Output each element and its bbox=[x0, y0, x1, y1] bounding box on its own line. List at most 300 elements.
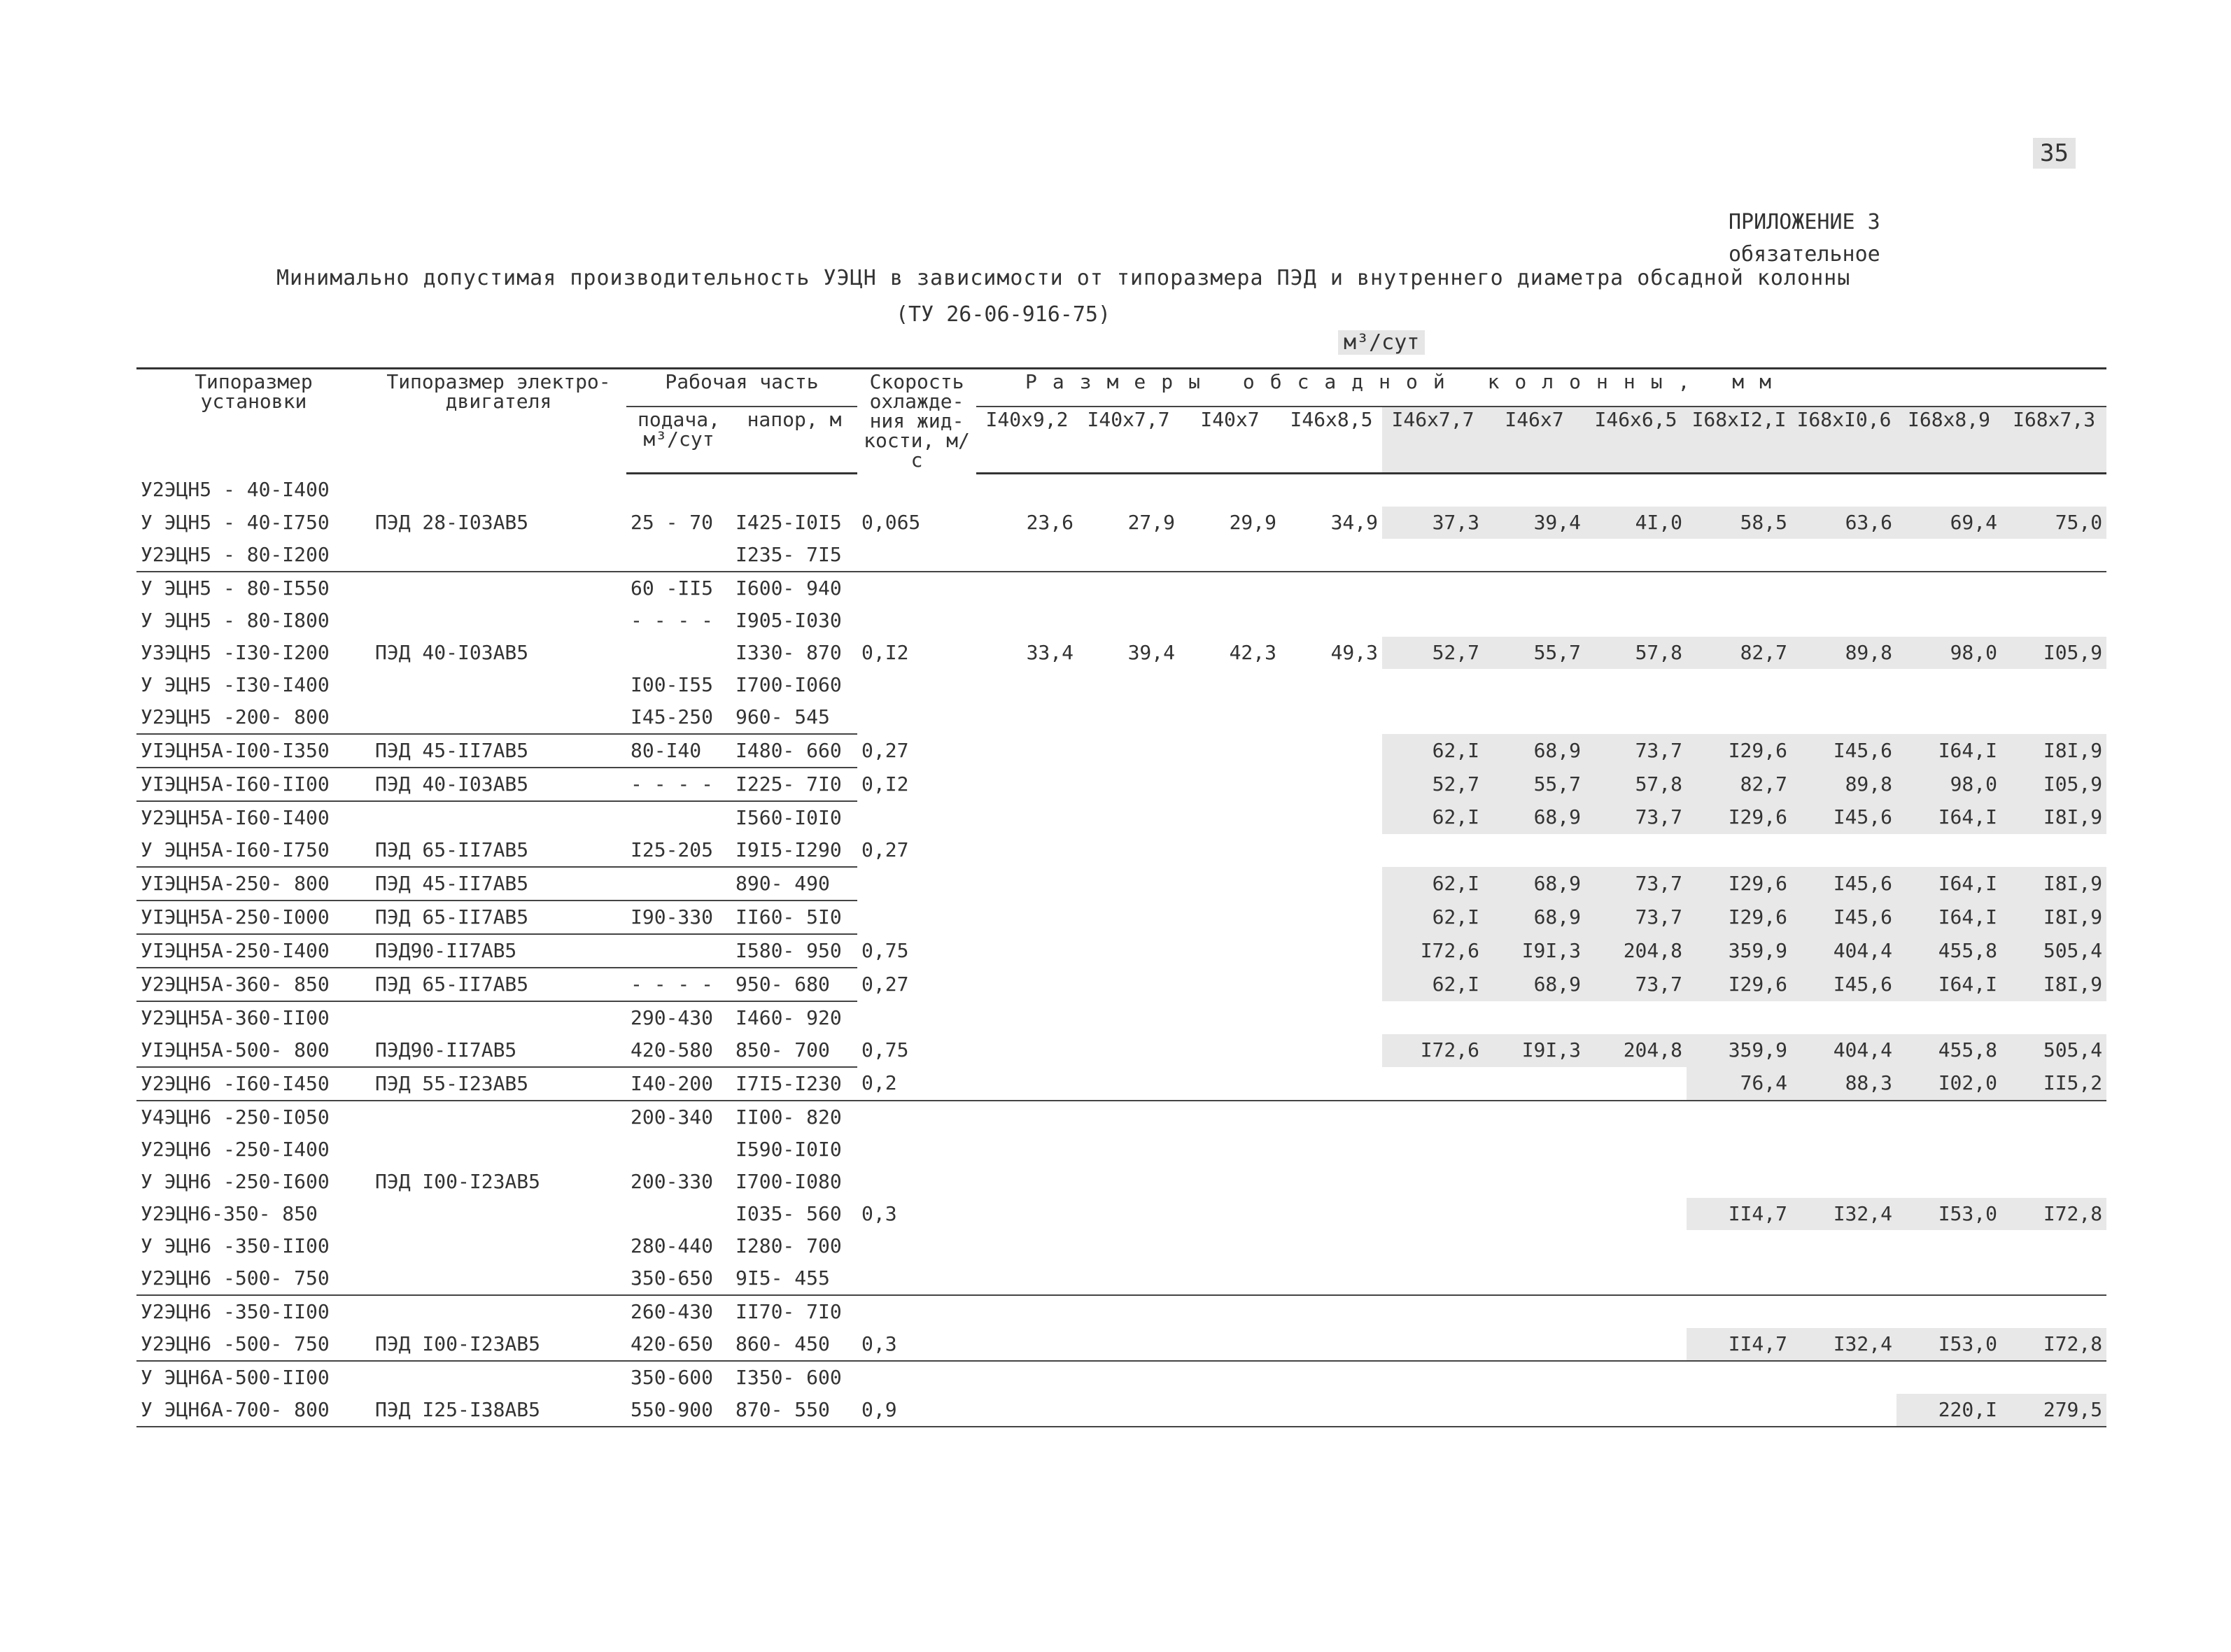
cell-installation-type: УIЭЦН5А-250-I000 bbox=[136, 901, 371, 934]
cell-min-flow bbox=[1896, 1134, 2001, 1166]
cell-min-flow bbox=[976, 1295, 1078, 1328]
cell-cooling-speed: 0,9 bbox=[857, 1394, 976, 1427]
cell-min-flow: 57,8 bbox=[1585, 637, 1687, 669]
cell-min-flow bbox=[1792, 1134, 1896, 1166]
cell-min-flow bbox=[1281, 1262, 1382, 1295]
cell-min-flow bbox=[976, 1067, 1078, 1101]
cell-head: I330- 870 bbox=[736, 640, 842, 664]
cell-min-flow bbox=[1585, 605, 1687, 637]
cell-min-flow: 37,3 bbox=[1382, 507, 1484, 539]
cell-min-flow: 505,4 bbox=[2001, 1034, 2106, 1067]
header-engine-type: Типоразмер электро-двигателя bbox=[371, 369, 626, 474]
cell-min-flow bbox=[1585, 473, 1687, 507]
table-row bbox=[136, 968, 2106, 1001]
cell-installation-type: У2ЭЦН6 -500- 750 bbox=[136, 1262, 371, 1295]
cell-min-flow: 82,7 bbox=[1687, 637, 1792, 669]
cell-min-flow: I72,6 bbox=[1382, 1034, 1484, 1067]
cell-cooling-speed: 0,3 bbox=[857, 1328, 976, 1361]
cell-min-flow bbox=[1792, 605, 1896, 637]
cell-min-flow: I64,I bbox=[1896, 901, 2001, 934]
cell-min-flow bbox=[1281, 734, 1382, 768]
cell-min-flow bbox=[976, 768, 1078, 801]
cell-installation-type: У2ЭЦН5 - 40-I400 bbox=[141, 477, 330, 501]
cell-head: I350- 600 bbox=[736, 1365, 842, 1389]
cell-min-flow: I32,4 bbox=[1792, 1198, 1896, 1230]
cell-head: I560-I0I0 bbox=[736, 805, 842, 829]
header-size: I46x7 bbox=[1484, 407, 1585, 473]
cell-engine-type: ПЭД 45-II7АВ5 bbox=[371, 734, 626, 768]
cell-feed: 350-600 bbox=[631, 1365, 714, 1389]
cell-installation-type: У ЭЦН5 -I30-I400 bbox=[141, 672, 330, 696]
header-size: I46x6,5 bbox=[1585, 407, 1687, 473]
cell-min-flow bbox=[1281, 1361, 1382, 1394]
cell-min-flow bbox=[1484, 701, 1585, 734]
cell-head: 890- 490 bbox=[731, 867, 857, 901]
cell-min-flow bbox=[1382, 572, 1484, 605]
cell-min-flow bbox=[1179, 1394, 1281, 1427]
cell-min-flow bbox=[1382, 1101, 1484, 1134]
cell-min-flow bbox=[1585, 701, 1687, 734]
cell-min-flow: 73,7 bbox=[1585, 867, 1687, 901]
cell-min-flow: I64,I bbox=[1896, 801, 2001, 834]
cell-installation-type: У2ЭЦН6 -250-I400 bbox=[141, 1137, 330, 1161]
data-table bbox=[136, 367, 2106, 1427]
cell-feed: 60 -II5 bbox=[631, 576, 714, 600]
cell-min-flow bbox=[1585, 1328, 1687, 1361]
cell-cooling-speed: 0,3 bbox=[861, 1201, 897, 1225]
units-label: м³/сут bbox=[1338, 330, 1425, 355]
cell-min-flow bbox=[1281, 701, 1382, 734]
cell-min-flow bbox=[1792, 1101, 1896, 1134]
header-size: I40x7 bbox=[1179, 407, 1281, 473]
cell-min-flow bbox=[1687, 1166, 1792, 1198]
cell-min-flow bbox=[1281, 1394, 1382, 1427]
cell-min-flow: 33,4 bbox=[1026, 640, 1074, 664]
cell-feed: 200-330 bbox=[631, 1169, 714, 1193]
cell-min-flow bbox=[2001, 605, 2106, 637]
cell-min-flow bbox=[976, 669, 1078, 701]
cell-engine-type: ПЭД I00-I23АВ5 bbox=[375, 1169, 541, 1193]
header-size: I46x8,5 bbox=[1281, 407, 1382, 473]
cell-min-flow bbox=[1078, 734, 1179, 768]
cell-cooling-speed: 0,27 bbox=[861, 738, 909, 762]
cell-min-flow: 39,4 bbox=[1484, 507, 1585, 539]
table-row bbox=[136, 768, 2106, 801]
cell-min-flow bbox=[1281, 1295, 1382, 1328]
cell-head: I580- 950 bbox=[731, 934, 857, 968]
cell-min-flow bbox=[1078, 605, 1179, 637]
cell-engine-type bbox=[371, 1198, 626, 1230]
table-row bbox=[136, 801, 2106, 834]
cell-min-flow bbox=[1179, 934, 1281, 968]
cell-min-flow bbox=[1179, 768, 1281, 801]
cell-min-flow bbox=[1896, 1101, 2001, 1134]
cell-min-flow bbox=[1792, 473, 1896, 507]
cell-engine-type bbox=[371, 701, 626, 734]
cell-min-flow bbox=[1687, 669, 1792, 701]
cell-cooling-speed bbox=[857, 669, 976, 701]
cell-min-flow bbox=[1484, 1067, 1585, 1101]
cell-min-flow bbox=[1585, 1262, 1687, 1295]
table-row bbox=[136, 1295, 2106, 1328]
cell-feed: I40-200 bbox=[626, 1067, 731, 1101]
cell-min-flow: I64,I bbox=[1896, 867, 2001, 901]
cell-min-flow: 42,3 bbox=[1229, 640, 1276, 664]
cell-min-flow bbox=[1078, 934, 1179, 968]
cell-min-flow bbox=[1792, 669, 1896, 701]
cell-installation-type: УIЭЦН5А-I00-I350 bbox=[136, 734, 371, 768]
appendix-title: ПРИЛОЖЕНИЕ 3 bbox=[1729, 210, 1880, 234]
cell-min-flow bbox=[976, 1230, 1078, 1262]
cell-min-flow bbox=[1281, 1134, 1382, 1166]
cell-min-flow bbox=[1792, 539, 1896, 572]
cell-min-flow bbox=[1078, 669, 1179, 701]
cell-min-flow: 98,0 bbox=[1896, 637, 2001, 669]
cell-installation-type: У ЭЦН5 - 80-I550 bbox=[141, 576, 330, 600]
cell-feed: - - - - bbox=[626, 968, 731, 1001]
cell-installation-type: У ЭЦН6 -250-I600 bbox=[141, 1169, 330, 1193]
cell-min-flow bbox=[1687, 1134, 1792, 1166]
cell-min-flow bbox=[1179, 1328, 1281, 1361]
cell-min-flow bbox=[1792, 701, 1896, 734]
cell-min-flow bbox=[1078, 1101, 1179, 1134]
cell-min-flow bbox=[1484, 605, 1585, 637]
cell-engine-type bbox=[371, 669, 626, 701]
cell-head: 860- 450 bbox=[731, 1328, 857, 1361]
cell-head: I700-I060 bbox=[736, 672, 842, 696]
cell-min-flow bbox=[1687, 1230, 1792, 1262]
cell-min-flow bbox=[1896, 539, 2001, 572]
cell-min-flow: I72,8 bbox=[2001, 1198, 2106, 1230]
cell-min-flow bbox=[1484, 1166, 1585, 1198]
cell-min-flow: 75,0 bbox=[2001, 507, 2106, 539]
cell-cooling-speed bbox=[857, 901, 976, 934]
cell-min-flow: I45,6 bbox=[1792, 968, 1896, 1001]
cell-min-flow bbox=[1179, 539, 1281, 572]
cell-min-flow: I72,6 bbox=[1382, 934, 1484, 968]
cell-min-flow: 57,8 bbox=[1585, 768, 1687, 801]
cell-installation-type: УIЭЦН5А-250-I400 bbox=[136, 934, 371, 968]
cell-head: 960- 545 bbox=[731, 701, 857, 734]
cell-cooling-speed bbox=[857, 605, 976, 637]
cell-min-flow: 4I,0 bbox=[1585, 507, 1687, 539]
cell-min-flow bbox=[1281, 605, 1382, 637]
cell-feed bbox=[626, 539, 731, 572]
cell-installation-type: У ЭЦН5 - 80-I800 bbox=[141, 608, 330, 632]
cell-min-flow: 505,4 bbox=[2001, 934, 2106, 968]
cell-min-flow bbox=[1179, 701, 1281, 734]
cell-min-flow bbox=[1078, 1134, 1179, 1166]
cell-min-flow bbox=[1687, 1361, 1792, 1394]
cell-feed: 25 - 70 bbox=[631, 510, 714, 534]
header-size: I40x7,7 bbox=[1078, 407, 1179, 473]
cell-min-flow: 52,7 bbox=[1382, 637, 1484, 669]
cell-min-flow bbox=[1687, 1295, 1792, 1328]
cell-head: I9I5-I290 bbox=[731, 834, 857, 867]
cell-feed bbox=[626, 473, 731, 507]
cell-installation-type: У2ЭЦН5А-360- 850 bbox=[136, 968, 371, 1001]
cell-min-flow bbox=[1078, 572, 1179, 605]
cell-min-flow: I8I,9 bbox=[2001, 968, 2106, 1001]
cell-min-flow bbox=[1792, 834, 1896, 867]
table-row bbox=[136, 572, 2106, 605]
cell-min-flow bbox=[1792, 1361, 1896, 1394]
cell-min-flow: I8I,9 bbox=[2001, 867, 2106, 901]
cell-feed: 290-430 bbox=[631, 1005, 714, 1029]
cell-min-flow bbox=[1281, 1001, 1382, 1034]
table-row bbox=[136, 539, 2106, 572]
cell-min-flow bbox=[1179, 834, 1281, 867]
cell-min-flow bbox=[1281, 473, 1382, 507]
cell-min-flow: II4,7 bbox=[1687, 1198, 1792, 1230]
cell-min-flow: 73,7 bbox=[1585, 901, 1687, 934]
cell-cooling-speed: 0,27 bbox=[861, 838, 909, 861]
cell-min-flow bbox=[1484, 572, 1585, 605]
cell-min-flow bbox=[976, 867, 1078, 901]
cell-min-flow bbox=[1078, 768, 1179, 801]
cell-min-flow: I53,0 bbox=[1896, 1328, 2001, 1361]
cell-min-flow bbox=[976, 1101, 1078, 1134]
cell-min-flow bbox=[1281, 867, 1382, 901]
cell-min-flow bbox=[1484, 539, 1585, 572]
cell-min-flow bbox=[976, 934, 1078, 968]
cell-min-flow bbox=[1179, 1134, 1281, 1166]
cell-feed bbox=[626, 934, 731, 968]
cell-min-flow: I64,I bbox=[1896, 734, 2001, 768]
cell-cooling-speed bbox=[857, 867, 976, 901]
cell-min-flow bbox=[976, 1198, 1078, 1230]
cell-min-flow bbox=[1382, 1198, 1484, 1230]
cell-min-flow bbox=[1179, 901, 1281, 934]
cell-min-flow bbox=[1281, 968, 1382, 1001]
header-size: I68x7,3 bbox=[2001, 407, 2106, 473]
cell-min-flow bbox=[1792, 572, 1896, 605]
cell-min-flow bbox=[1484, 669, 1585, 701]
cell-engine-type: ПЭД 45-II7АВ5 bbox=[371, 867, 626, 901]
cell-head bbox=[731, 473, 857, 507]
cell-min-flow: I45,6 bbox=[1792, 734, 1896, 768]
cell-cooling-speed bbox=[857, 1101, 976, 1134]
cell-min-flow bbox=[1281, 669, 1382, 701]
cell-min-flow bbox=[1896, 701, 2001, 734]
cell-engine-type bbox=[371, 1001, 626, 1034]
cell-min-flow bbox=[976, 734, 1078, 768]
table-row bbox=[136, 1166, 2106, 1198]
cell-min-flow bbox=[1179, 669, 1281, 701]
cell-min-flow: 73,7 bbox=[1585, 734, 1687, 768]
cell-min-flow bbox=[1687, 701, 1792, 734]
cell-feed: - - - - bbox=[626, 768, 731, 801]
header-size: I68xI0,6 bbox=[1792, 407, 1896, 473]
cell-cooling-speed: 0,065 bbox=[861, 510, 921, 534]
header-size: I40x9,2 bbox=[976, 407, 1078, 473]
cell-cooling-speed bbox=[857, 539, 976, 572]
cell-installation-type: У2ЭЦН6 -500- 750 bbox=[136, 1328, 371, 1361]
cell-min-flow bbox=[1078, 1295, 1179, 1328]
cell-min-flow bbox=[1078, 1034, 1179, 1067]
cell-min-flow bbox=[1179, 867, 1281, 901]
cell-engine-type bbox=[371, 1361, 626, 1394]
cell-head: 9I5- 455 bbox=[731, 1262, 857, 1295]
cell-min-flow bbox=[1896, 473, 2001, 507]
table-row bbox=[136, 1134, 2106, 1166]
cell-min-flow bbox=[1585, 1230, 1687, 1262]
cell-min-flow bbox=[1281, 934, 1382, 968]
cell-min-flow bbox=[1078, 1328, 1179, 1361]
cell-min-flow: 62,I bbox=[1382, 867, 1484, 901]
cell-engine-type bbox=[371, 572, 626, 605]
cell-min-flow bbox=[1281, 1230, 1382, 1262]
cell-min-flow bbox=[1078, 701, 1179, 734]
cell-cooling-speed: 0,75 bbox=[861, 938, 909, 962]
cell-min-flow bbox=[1382, 834, 1484, 867]
cell-engine-type bbox=[371, 1262, 626, 1295]
cell-min-flow bbox=[1281, 1166, 1382, 1198]
cell-min-flow: 68,9 bbox=[1484, 867, 1585, 901]
cell-min-flow bbox=[1687, 1101, 1792, 1134]
cell-min-flow: 88,3 bbox=[1792, 1067, 1896, 1101]
table-row bbox=[136, 1001, 2106, 1034]
cell-min-flow bbox=[2001, 1134, 2106, 1166]
cell-min-flow: II4,7 bbox=[1687, 1328, 1792, 1361]
table-row bbox=[136, 1101, 2106, 1134]
cell-head: II00- 820 bbox=[736, 1105, 842, 1129]
cell-min-flow bbox=[1792, 1001, 1896, 1034]
cell-min-flow: I8I,9 bbox=[2001, 801, 2106, 834]
cell-min-flow: 63,6 bbox=[1792, 507, 1896, 539]
header-size: I68xI2,I bbox=[1687, 407, 1792, 473]
cell-min-flow bbox=[1281, 901, 1382, 934]
cell-min-flow bbox=[1687, 605, 1792, 637]
cell-cooling-speed bbox=[857, 1001, 976, 1034]
cell-min-flow bbox=[1484, 1361, 1585, 1394]
table-row bbox=[136, 1361, 2106, 1394]
cell-engine-type: ПЭД 40-I03АВ5 bbox=[371, 768, 626, 801]
cell-cooling-speed bbox=[857, 1134, 976, 1166]
cell-min-flow bbox=[2001, 1295, 2106, 1328]
cell-min-flow bbox=[1281, 1198, 1382, 1230]
cell-min-flow bbox=[1585, 1198, 1687, 1230]
cell-min-flow: 220,I bbox=[1896, 1394, 2001, 1427]
cell-min-flow bbox=[1896, 605, 2001, 637]
cell-cooling-speed bbox=[857, 1166, 976, 1198]
cell-min-flow bbox=[2001, 539, 2106, 572]
cell-min-flow bbox=[1179, 1262, 1281, 1295]
cell-min-flow: 62,I bbox=[1382, 734, 1484, 768]
cell-min-flow bbox=[1896, 1001, 2001, 1034]
table-row bbox=[136, 669, 2106, 701]
cell-min-flow: 49,3 bbox=[1330, 640, 1378, 664]
cell-min-flow bbox=[1078, 1067, 1179, 1101]
cell-feed: I45-250 bbox=[626, 701, 731, 734]
cell-min-flow bbox=[2001, 701, 2106, 734]
cell-feed: 260-430 bbox=[631, 1299, 714, 1323]
cell-installation-type: У ЭЦН6А-700- 800 bbox=[136, 1394, 371, 1427]
cell-min-flow bbox=[976, 801, 1078, 834]
cell-feed bbox=[626, 801, 731, 834]
cell-min-flow: 27,9 bbox=[1127, 510, 1175, 534]
cell-head: II70- 7I0 bbox=[736, 1299, 842, 1323]
cell-min-flow: 404,4 bbox=[1792, 1034, 1896, 1067]
cell-feed: 80-I40 bbox=[626, 734, 731, 768]
cell-min-flow bbox=[1896, 1361, 2001, 1394]
cell-min-flow bbox=[2001, 1101, 2106, 1134]
cell-min-flow bbox=[1484, 1198, 1585, 1230]
cell-cooling-speed bbox=[857, 1295, 976, 1328]
cell-min-flow bbox=[1382, 1295, 1484, 1328]
cell-installation-type: У ЭЦН6 -350-II00 bbox=[141, 1234, 330, 1257]
cell-engine-type bbox=[371, 1134, 626, 1166]
cell-min-flow bbox=[2001, 1230, 2106, 1262]
cell-min-flow: I02,0 bbox=[1896, 1067, 2001, 1101]
cell-min-flow bbox=[1078, 968, 1179, 1001]
cell-min-flow bbox=[1078, 1198, 1179, 1230]
cell-head: I460- 920 bbox=[736, 1005, 842, 1029]
cell-min-flow bbox=[1484, 473, 1585, 507]
cell-min-flow: 73,7 bbox=[1585, 968, 1687, 1001]
cell-installation-type: У2ЭЦН5 -200- 800 bbox=[136, 701, 371, 734]
cell-min-flow bbox=[1484, 1101, 1585, 1134]
cell-feed bbox=[626, 1134, 731, 1166]
cell-feed: I25-205 bbox=[626, 834, 731, 867]
cell-engine-type: ПЭД 65-II7АВ5 bbox=[371, 968, 626, 1001]
table-row bbox=[136, 1034, 2106, 1067]
cell-min-flow: I72,8 bbox=[2001, 1328, 2106, 1361]
cell-min-flow bbox=[1585, 1166, 1687, 1198]
cell-min-flow bbox=[1585, 1295, 1687, 1328]
table-row bbox=[136, 473, 2106, 507]
cell-min-flow bbox=[1792, 1230, 1896, 1262]
cell-min-flow bbox=[976, 1262, 1078, 1295]
cell-cooling-speed bbox=[857, 701, 976, 734]
cell-min-flow bbox=[976, 572, 1078, 605]
cell-min-flow: I45,6 bbox=[1792, 901, 1896, 934]
cell-min-flow bbox=[976, 473, 1078, 507]
table-row bbox=[136, 1394, 2106, 1427]
cell-min-flow bbox=[1585, 1101, 1687, 1134]
table-title: Минимально допустимая производительность УЭЦН в зависимости от типоразмера ПЭД и внутреннего диаметра обсадной колонны bbox=[276, 266, 1851, 290]
cell-min-flow bbox=[1896, 1166, 2001, 1198]
cell-feed: I90-330 bbox=[626, 901, 731, 934]
cell-min-flow bbox=[1281, 1101, 1382, 1134]
cell-min-flow bbox=[1484, 834, 1585, 867]
cell-min-flow bbox=[1896, 669, 2001, 701]
cell-engine-type: ПЭД I25-I38АВ5 bbox=[371, 1394, 626, 1427]
cell-min-flow: I29,6 bbox=[1687, 901, 1792, 934]
cell-min-flow: I29,6 bbox=[1687, 734, 1792, 768]
table-row bbox=[136, 507, 2106, 539]
cell-min-flow bbox=[976, 701, 1078, 734]
cell-min-flow bbox=[1484, 1328, 1585, 1361]
table-row bbox=[136, 1328, 2106, 1361]
cell-head: I905-I030 bbox=[736, 608, 842, 632]
cell-min-flow bbox=[1078, 1361, 1179, 1394]
cell-feed: 280-440 bbox=[631, 1234, 714, 1257]
header-size: I46x7,7 bbox=[1382, 407, 1484, 473]
table-row bbox=[136, 934, 2106, 968]
cell-engine-type: ПЭД 28-I03АВ5 bbox=[375, 510, 529, 534]
cell-installation-type: У2ЭЦН5А-360-II00 bbox=[141, 1005, 330, 1029]
cell-min-flow bbox=[1179, 1166, 1281, 1198]
cell-min-flow bbox=[1078, 473, 1179, 507]
cell-cooling-speed bbox=[857, 1262, 976, 1295]
cell-cooling-speed bbox=[857, 572, 976, 605]
cell-feed: 350-650 bbox=[626, 1262, 731, 1295]
cell-min-flow bbox=[1382, 1361, 1484, 1394]
cell-min-flow bbox=[1382, 473, 1484, 507]
cell-min-flow bbox=[1896, 1230, 2001, 1262]
cell-engine-type: ПЭД90-II7АВ5 bbox=[371, 1034, 626, 1067]
